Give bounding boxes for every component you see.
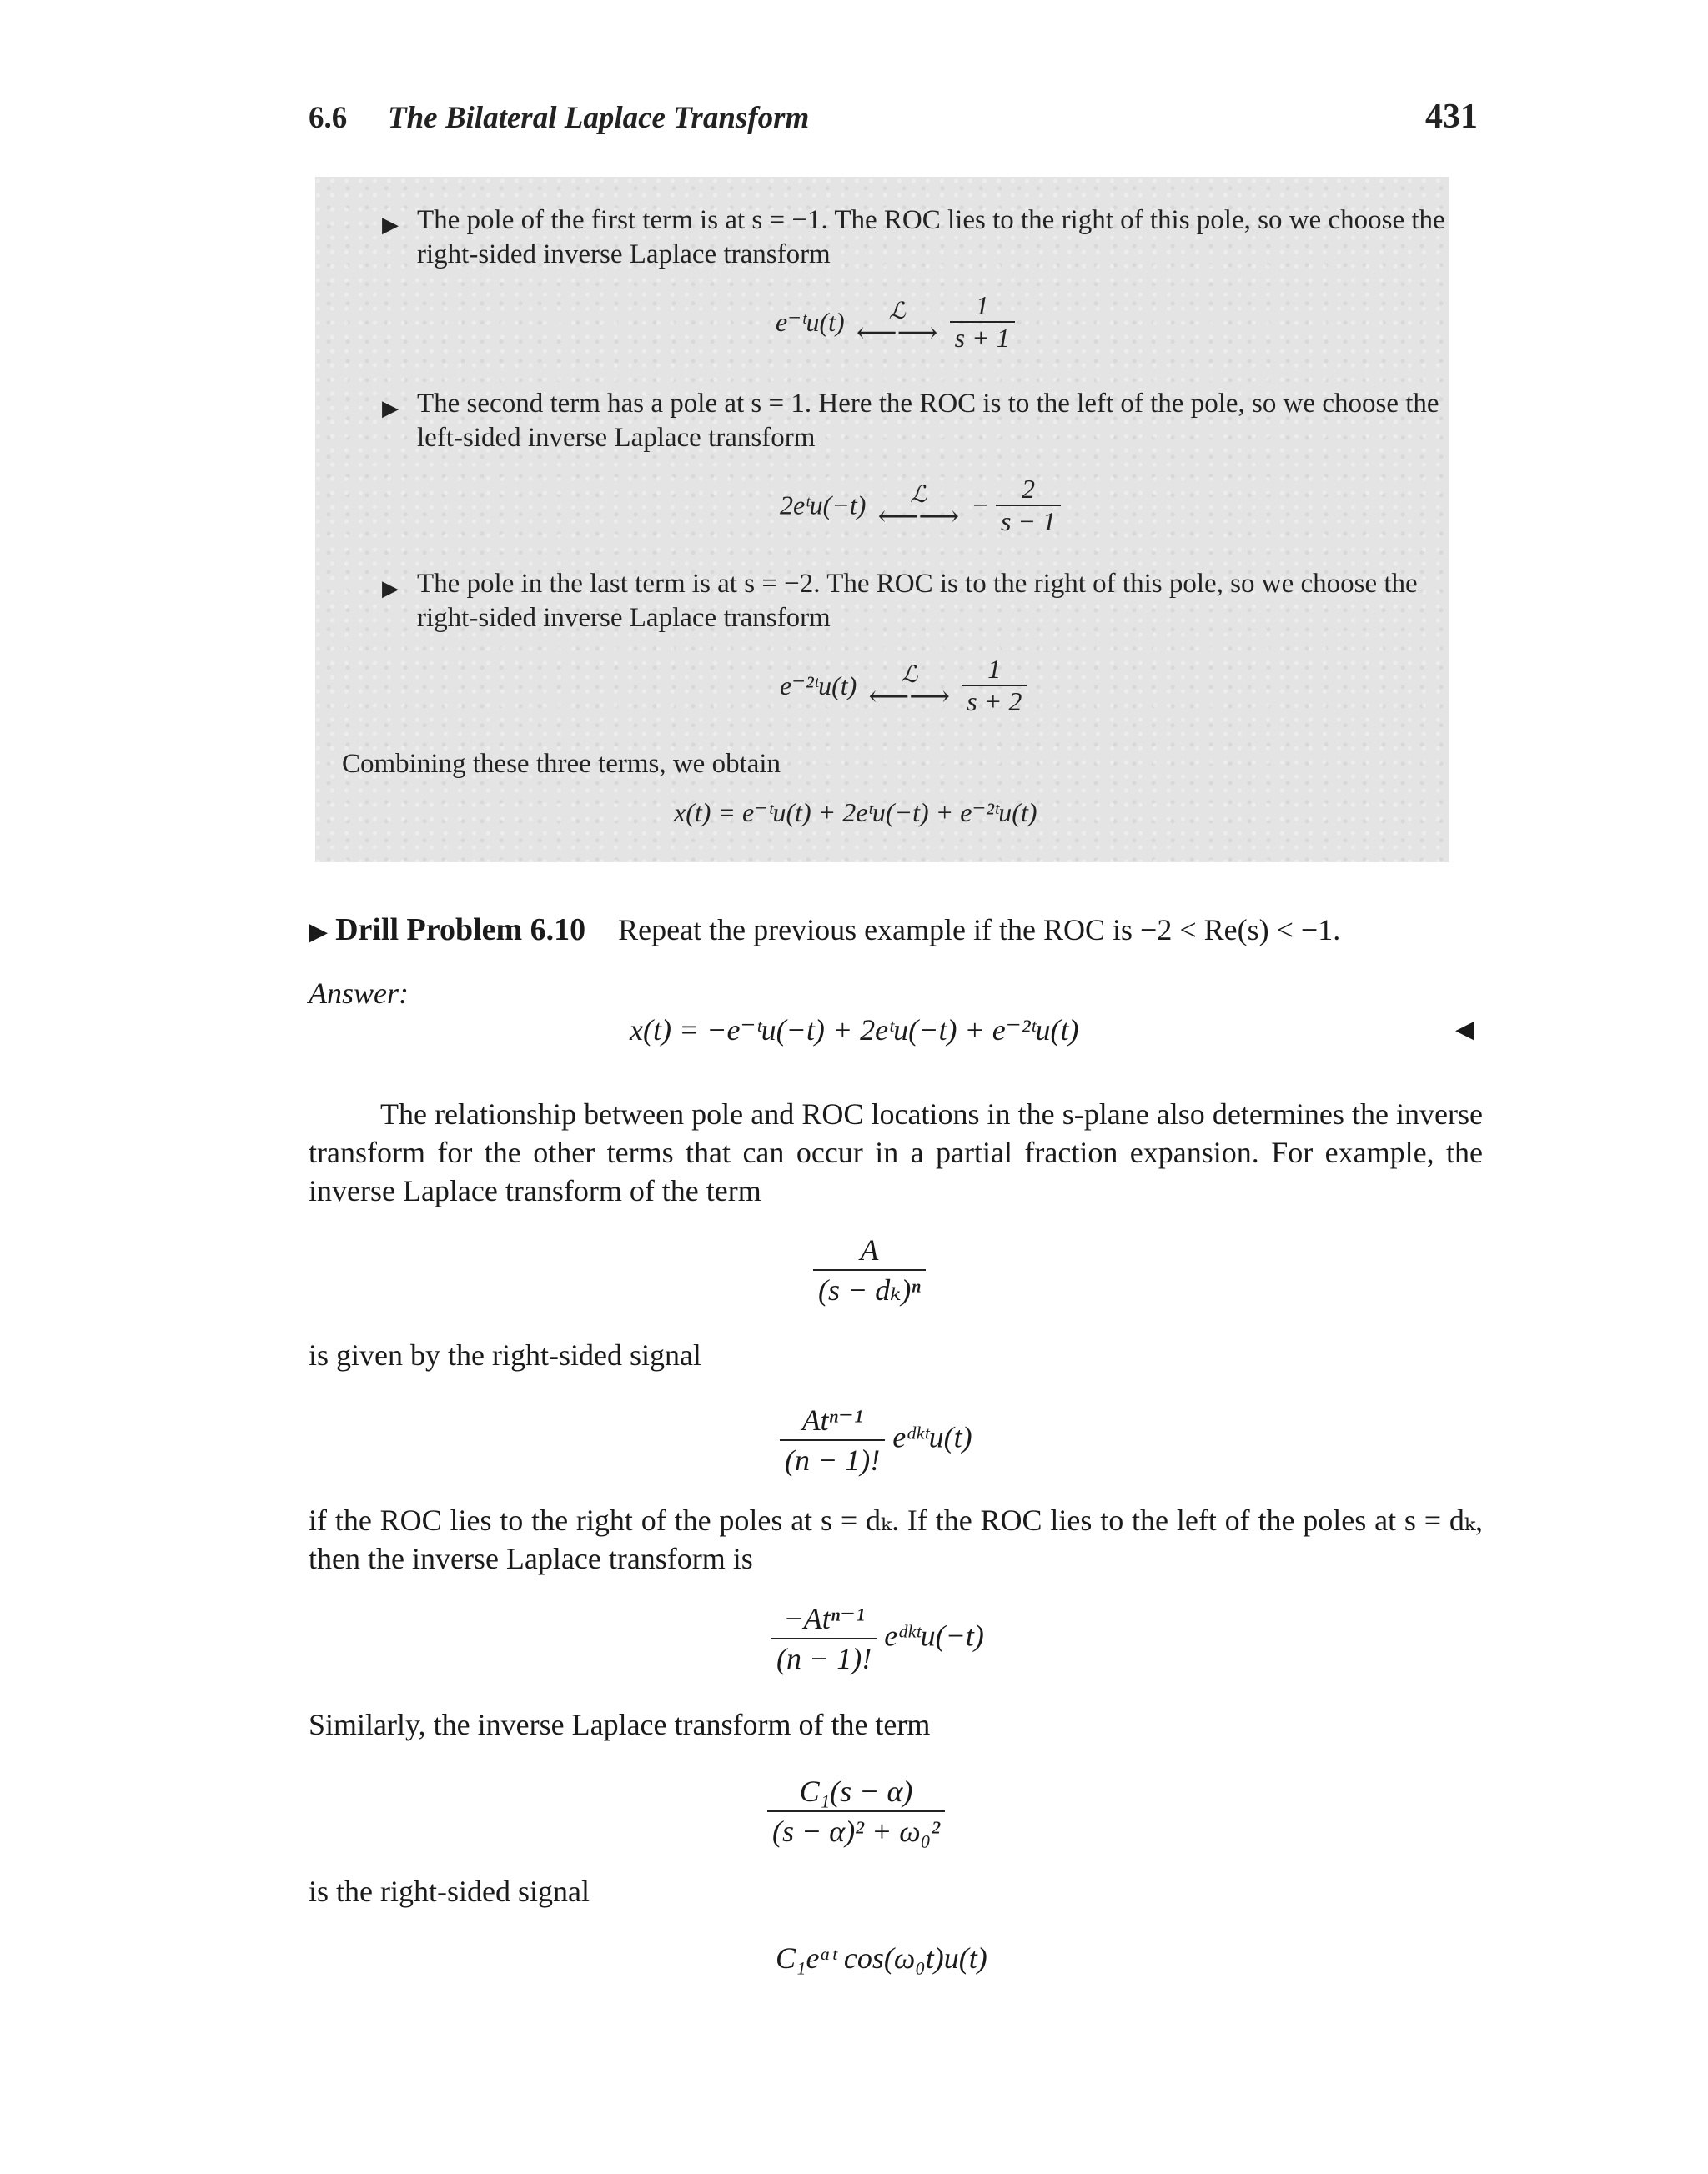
transform-arrow: ℒ ⟵⟶ (856, 299, 938, 349)
eq1-lhs: e⁻ᵗu(t) (776, 307, 845, 337)
bullet-text-3: The pole in the last term is at s = −2. The ROC is to the right of this pole, so we choose the right-sided inverse Laplace transform (417, 569, 1418, 633)
transform-arrow: ℒ ⟵⟶ (868, 662, 950, 712)
frac1-num: A (860, 1233, 879, 1267)
right-sided-text: is the right-sided signal (309, 1875, 590, 1908)
section-number: 6.6 (309, 101, 348, 135)
bullet-text-2: The second term has a pole at s = 1. Here the ROC is to the left of the pole, so we choose the left-sided inverse Laplace transform (417, 389, 1439, 453)
equation-1 (776, 290, 1015, 354)
eq2-sign: − (971, 490, 989, 520)
signal-3: C₁eᵅᵗ cos(ω₀t)u(t) (776, 1941, 987, 1975)
fraction-term-2 (767, 1772, 945, 1850)
frac2-num: C₁(s − α) (799, 1775, 913, 1808)
combining-text: Combining these three terms, we obtain (342, 749, 781, 779)
bullet-text-1: The pole of the first term is at s = −1. The ROC lies to the right of this pole, so we choose the right-sided inverse Laplace transform (417, 205, 1445, 269)
signal-1 (780, 1401, 972, 1479)
combined-result: x(t) = e⁻ᵗu(t) + 2eᵗu(−t) + e⁻²ᵗu(t) (674, 797, 1037, 827)
fraction-term-1 (813, 1231, 926, 1309)
sig2-den: (n − 1)! (771, 1638, 877, 1678)
drill-text: Repeat the previous example if the ROC is −2 < Re(s) < −1. (618, 913, 1341, 946)
equation-2 (780, 474, 1061, 537)
paragraph-2: if the ROC lies to the right of the poles at s = dₖ. If the ROC lies to the left of the poles at s = dₖ, then the inverse Laplace transform is (309, 1504, 1483, 1575)
paragraph-1: The relationship between pole and ROC locations in the s-plane also determines the inverse transform for the other terms that can occur in a partial fraction expansion. For example, the inverse Laplace transform of the term (309, 1097, 1483, 1207)
sig1-num: Atⁿ⁻¹ (801, 1403, 863, 1437)
running-header (309, 92, 1478, 142)
drill-problem (309, 911, 1493, 951)
transform-arrow: ℒ ⟵⟶ (877, 482, 960, 532)
answer-label: Answer: (309, 977, 409, 1010)
eq2-fraction: $\frac{2}{s - 1}$ (996, 474, 1061, 537)
drill-label: Drill Problem 6.10 (335, 912, 586, 947)
bullet-marker: ▶ (382, 396, 399, 420)
eq1-fraction: $\frac{1}{s + 1}$ (950, 290, 1015, 354)
sig2-num: −Atⁿ⁻¹ (783, 1602, 865, 1635)
section-title: The Bilateral Laplace Transform (388, 101, 810, 135)
bullet-marker: ▶ (382, 576, 399, 600)
eq3-lhs: e⁻²ᵗu(t) (780, 670, 857, 700)
equation-3 (780, 654, 1027, 717)
sig2-tail: eᵈᵏᵗu(−t) (884, 1619, 984, 1653)
drill-marker-icon: ▶ (309, 918, 329, 946)
signal-2 (771, 1599, 984, 1678)
drill-answer: x(t) = −e⁻ᵗu(−t) + 2eᵗu(−t) + e⁻²ᵗu(t) (630, 1013, 1079, 1047)
page-number: 431 (1425, 98, 1478, 136)
eq2-lhs: 2eᵗu(−t) (780, 490, 867, 520)
bullet-marker: ▶ (382, 213, 399, 237)
frac2-den: (s − α)² + ω₀² (767, 1810, 945, 1850)
frac1-den: (s − dₖ)ⁿ (813, 1269, 926, 1309)
eq3-fraction: $\frac{1}{s + 2}$ (962, 654, 1027, 717)
sig1-tail: eᵈᵏᵗu(t) (892, 1420, 972, 1454)
given-text: is given by the right-sided signal (309, 1338, 701, 1372)
end-marker-icon: ◀ (1455, 1016, 1475, 1043)
sig1-den: (n − 1)! (780, 1439, 885, 1479)
similarly-text: Similarly, the inverse Laplace transform of the term (309, 1708, 931, 1741)
